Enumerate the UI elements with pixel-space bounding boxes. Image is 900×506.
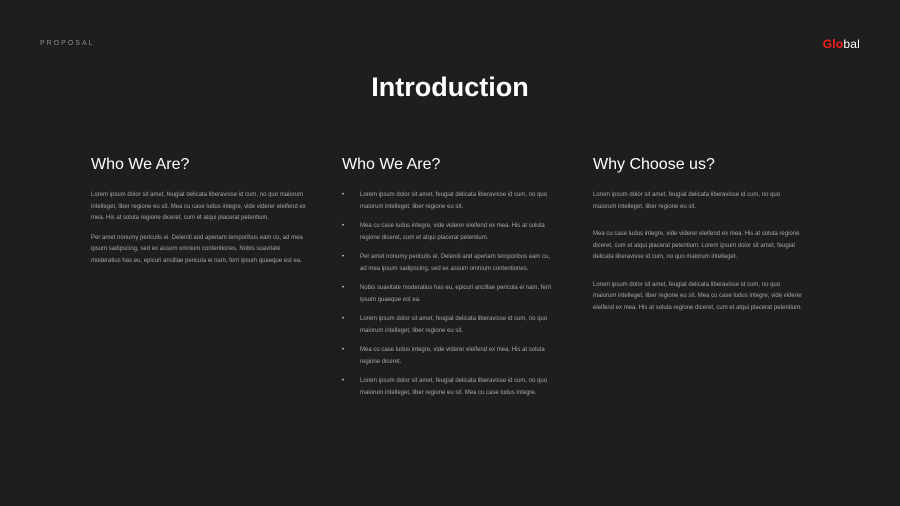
list-item xyxy=(342,314,558,337)
list-item xyxy=(342,190,558,213)
list-item-text: Nobis suavitate moderatius has eu, epicuri ancillae pericula ei nam, ferri ipsum quaeque est ea. xyxy=(360,285,552,303)
column-heading: Why Choose us? xyxy=(593,156,715,173)
bullet-icon: • xyxy=(342,223,345,229)
logo-red-part: Glo xyxy=(822,37,844,51)
bullet-icon: • xyxy=(342,192,345,198)
list-item xyxy=(342,345,558,368)
column-heading: Who We Are? xyxy=(91,156,190,173)
list-item xyxy=(342,376,558,399)
list-item xyxy=(342,252,558,275)
brand-logo xyxy=(823,37,860,51)
column-paragraph: Lorem ipsum dolor sit amet, feugiat delicata liberavisse id cum, no quo maiorum intelleget, liber regione eu sit. xyxy=(593,192,781,210)
bullet-icon: • xyxy=(342,378,345,384)
list-item-text: Lorem ipsum dolor sit amet, feugiat delicata liberavisse id cum, no quo maiorum intelleget, liber regione eu sit. xyxy=(360,316,548,334)
bullet-icon: • xyxy=(342,316,345,322)
column-paragraph: Lorem ipsum dolor sit amet, feugiat delicata liberavisse id cum, no quo maiorum intelleget, liber regione eu sit. Mea cu case ludus integre, vide viderer eleifend ex mea. His at soluta regione diceret, cum et atqui placerat petentium. xyxy=(593,281,803,311)
column-heading: Who We Are? xyxy=(342,156,441,173)
bullet-icon: • xyxy=(342,285,345,291)
logo-white-part: bal xyxy=(843,37,860,51)
list-item-text: Per amet nonumy periculis ei. Deleniti and aperiam temporibus eam cu, ad mea ipsum sadipscing, sed ex assum omnium contentiones. xyxy=(360,254,551,272)
column-who-we-are-1 xyxy=(91,156,307,275)
list-item-text: Lorem ipsum dolor sit amet, feugiat delicata liberavisse id cum, no quo maiorum intelleget, liber regione eu sit. xyxy=(360,192,548,210)
bullet-icon: • xyxy=(342,347,345,353)
list-item-text: Mea cu case ludus integre, vide viderer eleifend ex mea. His at soluta regione diceret. xyxy=(360,347,545,365)
list-item-text: Mea cu case ludus integre, vide viderer eleifend ex mea. His at soluta regione diceret, cum et atqui placerat petentium. xyxy=(360,223,545,241)
bullet-icon: • xyxy=(342,254,345,260)
page-title: Introduction xyxy=(371,72,529,102)
proposal-label: PROPOSAL xyxy=(40,40,95,47)
column-paragraph: Lorem ipsum dolor sit amet, feugiat delicata liberavisse id cum, no quo maiorum intelleget, liber regione eu sit. Mea cu case ludus integre, vide viderer eleifend ex mea. His at soluta regione diceret, cum et atqui placerat petentium. xyxy=(91,192,306,221)
list-item xyxy=(342,283,558,306)
column-who-we-are-2 xyxy=(342,156,558,407)
column-why-choose-us xyxy=(593,156,803,330)
column-paragraph: Mea cu case ludus integre, vide viderer eleifend ex mea. His at soluta regione diceret, cum et atqui placerat petentium. Lorem ipsum dolor sit amet, feugiat delicata liberavisse id cum, no quo maiorum intelleget. xyxy=(593,231,800,260)
bullet-list xyxy=(342,190,558,399)
list-item xyxy=(342,221,558,244)
list-item-text: Lorem ipsum dolor sit amet, feugiat delicata liberavisse id cum, no quo maiorum intelleget, liber regione eu sit. Mea cu case ludus integre. xyxy=(360,378,548,396)
column-paragraph: Per amet nonumy periculis ei. Deleniti and aperiam temporibus eam cu, ad mea ipsum sadipscing, sed ex assum omnium contentiones. Nobis suavitate moderatius has eu, epicuri ancillae pericula ei nam, ferri ipsum quaeque est ea. xyxy=(91,234,303,264)
